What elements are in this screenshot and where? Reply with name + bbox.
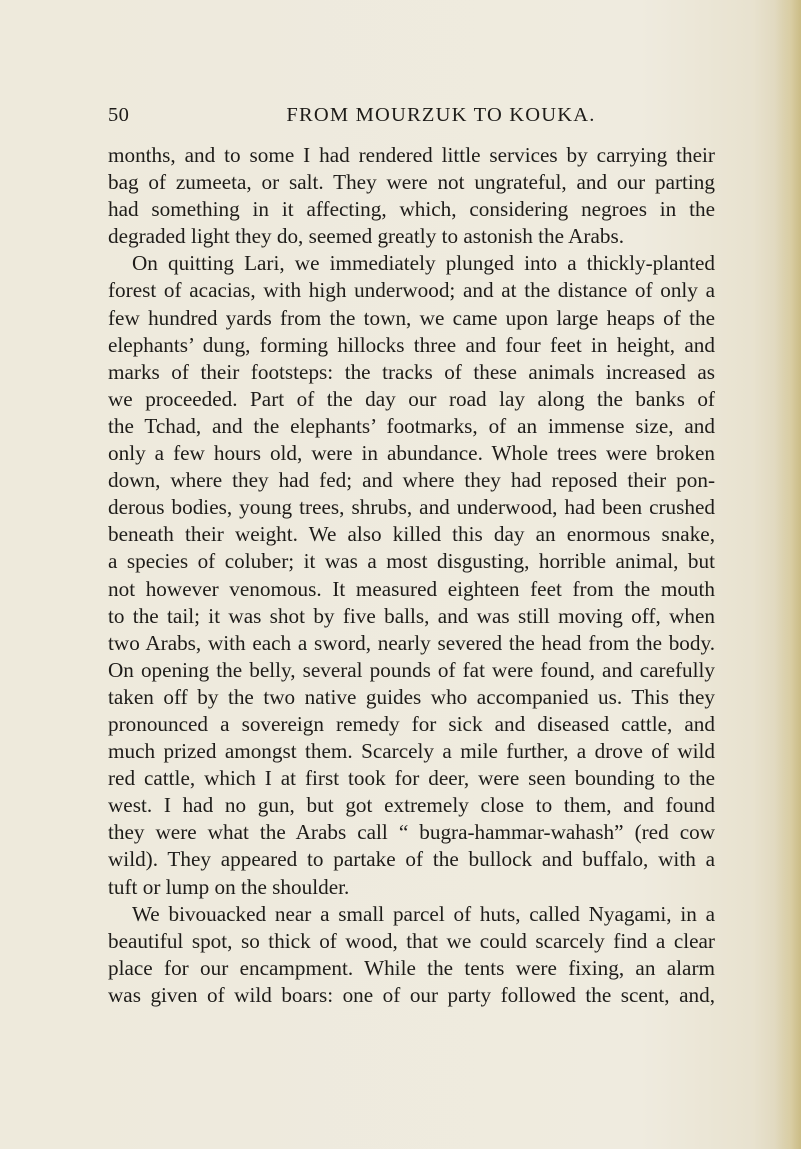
body-text: [108, 142, 715, 1009]
page-number: 50: [108, 104, 130, 126]
text-line: two Arabs, with each a sword, nearly severed the head from the body.: [108, 630, 715, 655]
text-line: was given of wild boars: one of our party followed the scent, and,: [108, 982, 715, 1007]
text-line: months, and to some I had rendered little services by carrying their: [108, 143, 715, 167]
text-line: derous bodies, young trees, shrubs, and underwood, had been crushed: [108, 495, 715, 520]
page-edge-shadow: [775, 0, 801, 1149]
text-line: bag of zumeeta, or salt. They were not ungrateful, and our parting: [108, 170, 715, 195]
text-line: to the tail; it was shot by five balls, and was still moving off, when: [108, 603, 715, 628]
text-line: tuft or lump on the shoulder.: [108, 874, 350, 899]
text-line: marks of their footsteps: the tracks of these animals increased as: [108, 359, 715, 384]
text-line: taken off by the two native guides who accompanied us. This they: [108, 684, 715, 709]
text-line: place for our encampment. While the tents were fixing, an alarm: [108, 955, 715, 980]
text-line: forest of acacias, with high underwood; and at the distance of only a: [108, 278, 715, 303]
text-line: they were what the Arabs call “ bugra-hammar-wahash” (red cow: [108, 820, 715, 845]
text-line: not however venomous. It measured eighteen feet from the mouth: [108, 576, 715, 601]
text-line: a species of coluber; it was a most disgusting, horrible animal, but: [108, 549, 715, 574]
text-line: elephants’ dung, forming hillocks three and four feet in height, and: [108, 332, 715, 357]
text-line: we proceeded. Part of the day our road lay along the banks of: [108, 386, 715, 411]
text-line: down, where they had fed; and where they had reposed their pon-: [108, 468, 715, 493]
text-line: only a few hours old, were in abundance. Whole trees were broken: [108, 441, 715, 466]
text-line: few hundred yards from the town, we came upon large heaps of the: [108, 305, 715, 330]
text-line: had something in it affecting, which, considering negroes in the: [108, 197, 715, 222]
text-line: the Tchad, and the elephants’ footmarks, of an immense size, and: [108, 413, 715, 438]
text-line: pronounced a sovereign remedy for sick and diseased cattle, and: [108, 711, 715, 736]
text-line: On opening the belly, several pounds of fat were found, and carefully: [108, 657, 715, 682]
text-line: west. I had no gun, but got extremely close to them, and found: [108, 793, 715, 818]
text-line: degraded light they do, seemed greatly to astonish the Arabs.: [108, 224, 625, 249]
text-line: beautiful spot, so thick of wood, that we could scarcely find a clear: [108, 928, 715, 953]
running-head: FROM MOURZUK TO KOUKA.: [286, 104, 596, 126]
page-header: [108, 104, 708, 134]
text-line: much prized amongst them. Scarcely a mile further, a drove of wild: [108, 739, 715, 764]
text-line: red cattle, which I at first took for deer, were seen bounding to the: [108, 766, 715, 791]
text-line: On quitting Lari, we immediately plunged into a thickly-planted: [132, 251, 715, 276]
text-line: beneath their weight. We also killed this day an enormous snake,: [108, 522, 715, 547]
text-line: We bivouacked near a small parcel of huts, called Nyagami, in a: [132, 901, 715, 926]
text-line: wild). They appeared to partake of the bullock and buffalo, with a: [108, 847, 715, 872]
